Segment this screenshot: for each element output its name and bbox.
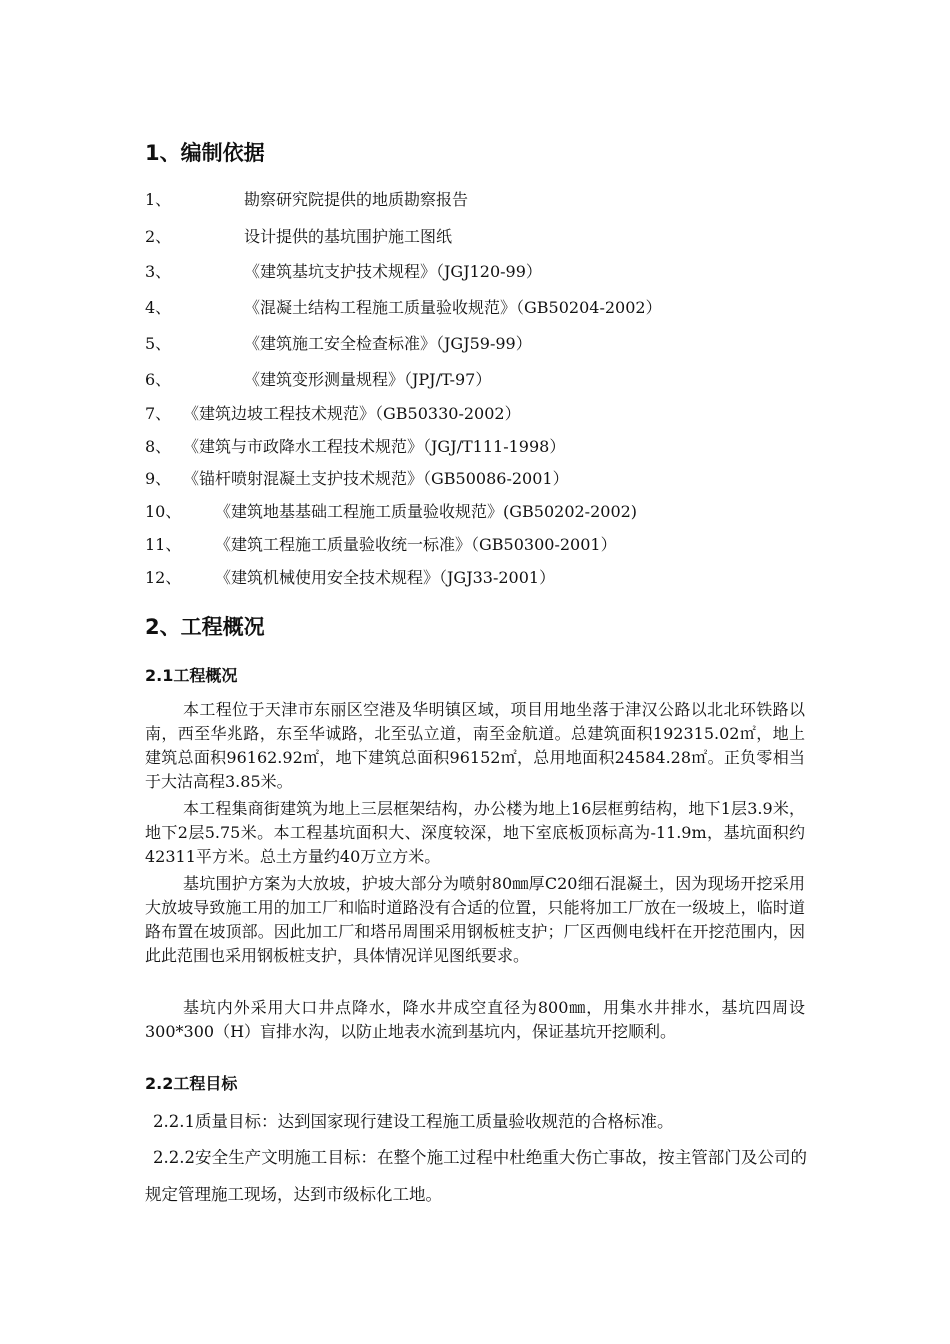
reference-text: 《混凝土结构工程施工质量验收规范》（GB50204-2002） bbox=[244, 298, 662, 317]
reference-item bbox=[145, 436, 565, 458]
reference-text: 《建筑施工安全检查标准》（JGJ59-99） bbox=[244, 334, 532, 353]
reference-item bbox=[145, 189, 468, 211]
reference-item bbox=[145, 369, 491, 391]
reference-number: 7、 bbox=[145, 404, 172, 423]
overview-paragraph-structure: 本工程集商街建筑为地上三层框架结构，办公楼为地上16层框剪结构，地下1层3.9米，地下2层5.75米。本工程基坑面积大、深度较深，地下室底板顶标高为-11.9m，基坑面积约42311平方米。总土方量约40万立方米。 bbox=[145, 799, 805, 866]
reference-text: 《锚杆喷射混凝土支护技术规范》（GB50086-2001） bbox=[183, 469, 569, 488]
reference-text: 《建筑机械使用安全技术规程》（JGJ33-2001） bbox=[215, 568, 556, 587]
reference-item bbox=[145, 567, 555, 589]
reference-number: 2、 bbox=[145, 227, 172, 246]
reference-number: 8、 bbox=[145, 437, 172, 456]
reference-text: 《建筑地基基础工程施工质量验收规范》(GB50202-2002) bbox=[215, 502, 638, 521]
reference-item bbox=[145, 501, 637, 523]
reference-item bbox=[145, 333, 532, 355]
section-heading-overview: 2、工程概况 bbox=[145, 615, 265, 639]
goal-quality: 2.2.1质量目标：达到国家现行建设工程施工质量验收规范的合格标准。 bbox=[153, 1112, 674, 1131]
overview-paragraph-retaining: 基坑围护方案为大放坡，护坡大部分为喷射80㎜厚C20细石混凝土，因为现场开挖采用大放坡导致施工用的加工厂和临时道路没有合适的位置，只能将加工厂放在一级坡上，临时道路布置在坡顶部。因此加工厂和塔吊周围采用钢板桩支护；厂区西侧电线杆在开挖范围内，因此此范围也采用钢板桩支护，具体情况详见图纸要求。 bbox=[145, 874, 805, 965]
reference-item bbox=[145, 468, 569, 490]
reference-number: 4、 bbox=[145, 298, 172, 317]
reference-item bbox=[145, 403, 521, 425]
reference-number: 10、 bbox=[145, 502, 182, 521]
reference-number: 9、 bbox=[145, 469, 172, 488]
reference-item bbox=[145, 297, 662, 319]
reference-number: 5、 bbox=[145, 334, 172, 353]
reference-text: 《建筑边坡工程技术规范》（GB50330-2002） bbox=[183, 404, 521, 423]
reference-item bbox=[145, 226, 452, 248]
reference-text: 设计提供的基坑围护施工图纸 bbox=[244, 227, 453, 246]
subsection-heading-goals: 2.2工程目标 bbox=[145, 1074, 238, 1093]
reference-number: 6、 bbox=[145, 370, 172, 389]
reference-text: 《建筑变形测量规程》（JPJ/T-97） bbox=[244, 370, 492, 389]
reference-number: 12、 bbox=[145, 568, 182, 587]
reference-text: 《建筑工程施工质量验收统一标准》（GB50300-2001） bbox=[215, 535, 617, 554]
reference-number: 1、 bbox=[145, 190, 172, 209]
reference-number: 11、 bbox=[145, 535, 182, 554]
overview-paragraph-dewatering: 基坑内外采用大口井点降水，降水井成空直径为800㎜，用集水井排水，基坑四周设300*300（H）盲排水沟，以防止地表水流到基坑内，保证基坑开挖顺利。 bbox=[145, 998, 805, 1041]
reference-text: 勘察研究院提供的地质勘察报告 bbox=[244, 190, 469, 209]
section-heading-basis: 1、编制依据 bbox=[145, 141, 265, 165]
subsection-heading-overview: 2.1工程概况 bbox=[145, 666, 238, 685]
goal-safety: 2.2.2安全生产文明施工目标：在整个施工过程中杜绝重大伤亡事故，按主管部门及公司的规定管理施工现场，达到市级标化工地。 bbox=[145, 1148, 807, 1204]
reference-item bbox=[145, 261, 542, 283]
reference-item bbox=[145, 534, 617, 556]
reference-number: 3、 bbox=[145, 262, 172, 281]
reference-text: 《建筑与市政降水工程技术规范》（JGJ/T111-1998） bbox=[183, 437, 566, 456]
reference-text: 《建筑基坑支护技术规程》（JGJ120-99） bbox=[244, 262, 542, 281]
overview-paragraph-location: 本工程位于天津市东丽区空港及华明镇区域，项目用地坐落于津汉公路以北北环铁路以南，西至华兆路，东至华诚路，北至弘立道，南至金航道。总建筑面积192315.02㎡，地上建筑总面积96162.92㎡，地下建筑总面积96152㎡，总用地面积24584.28㎡。正负零相当于大沽高程3.85米。 bbox=[145, 700, 805, 791]
